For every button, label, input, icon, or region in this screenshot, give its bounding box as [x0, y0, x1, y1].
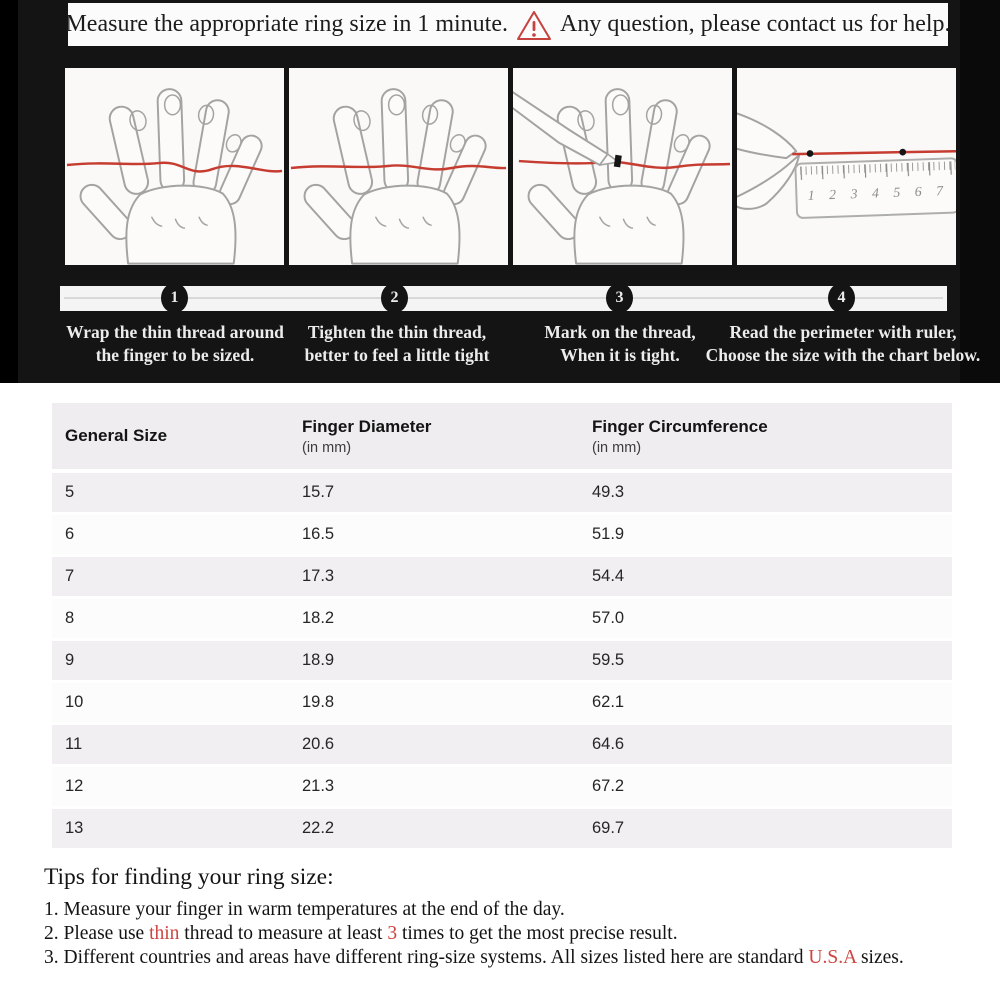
caption-line: Read the perimeter with ruler, — [729, 322, 957, 342]
cell-circumference: 57.0 — [592, 609, 625, 627]
table-row — [52, 809, 952, 848]
column-header-finger-circumference — [592, 417, 952, 456]
cell-diameter: 17.3 — [302, 567, 335, 585]
cell-circumference: 54.4 — [592, 567, 625, 585]
cell-size: 9 — [65, 651, 75, 669]
thread-on-ruler-icon — [737, 68, 956, 265]
ruler-number: 1 — [807, 187, 815, 203]
tip-text: thread to measure at least — [179, 923, 388, 944]
tip-item-3 — [44, 946, 974, 970]
tip-text: 2. Please use — [44, 923, 150, 944]
ruler-number: 6 — [914, 183, 922, 200]
timeline-line — [64, 297, 943, 299]
cell-diameter: 18.9 — [302, 651, 335, 669]
caption-line: Wrap the thin thread around — [66, 322, 284, 342]
ruler-number: 3 — [850, 186, 858, 202]
ruler-number: 4 — [871, 185, 880, 201]
table-row — [52, 641, 952, 680]
table-row — [52, 767, 952, 806]
step-4-badge — [828, 283, 855, 313]
header-text-left: Measure the appropriate ring size in 1 minute. — [65, 11, 508, 37]
pen-marking-thread-icon — [513, 68, 732, 265]
table-row — [52, 725, 952, 764]
cell-diameter: 21.3 — [302, 777, 335, 795]
column-subtitle: (in mm) — [302, 439, 352, 456]
tips-title: Tips for finding your ring size: — [44, 864, 334, 890]
step-2-illustration — [289, 68, 508, 265]
tip-text: times to get the most precise result. — [397, 923, 678, 944]
step-4-number: 4 — [837, 289, 846, 306]
cell-circumference: 51.9 — [592, 525, 625, 543]
step-3-number: 3 — [615, 289, 624, 306]
cell-circumference: 67.2 — [592, 777, 625, 795]
ring-size-table — [52, 403, 952, 851]
step-2-number: 2 — [390, 289, 399, 306]
cell-size: 5 — [65, 483, 75, 501]
hand-with-thread-icon — [65, 68, 284, 265]
step-1-badge — [161, 283, 188, 313]
table-row — [52, 515, 952, 554]
caption-line: When it is tight. — [560, 345, 680, 365]
tip-item-1: 1. Measure your finger in warm temperatures at the end of the day. — [44, 899, 565, 920]
cell-diameter: 16.5 — [302, 525, 335, 543]
header-text-right: Any question, please contact us for help. — [559, 11, 951, 37]
tip-text: sizes. — [856, 947, 904, 968]
cell-diameter: 22.2 — [302, 819, 335, 837]
caption-line: better to feel a little tight — [304, 345, 490, 365]
warning-triangle-icon — [516, 9, 552, 42]
column-header-general-size — [52, 426, 302, 446]
cell-size: 11 — [65, 735, 83, 753]
cell-size: 7 — [65, 567, 75, 585]
step-4-caption — [693, 321, 993, 367]
tip-highlight: thin — [149, 923, 180, 944]
column-title: Finger Diameter — [302, 416, 432, 436]
cell-circumference: 59.5 — [592, 651, 625, 669]
tip-highlight: U.S.A — [808, 947, 857, 968]
step-1-illustration — [65, 68, 284, 265]
table-row — [52, 683, 952, 722]
cell-circumference: 69.7 — [592, 819, 625, 837]
column-header-finger-diameter — [302, 417, 592, 456]
table-header-row — [52, 403, 952, 469]
header-banner — [65, 3, 951, 46]
cell-diameter: 20.6 — [302, 735, 335, 753]
cell-circumference: 49.3 — [592, 483, 625, 501]
step-3-illustration — [513, 68, 732, 265]
illustration-panels — [65, 68, 956, 265]
tip-item-2 — [44, 922, 974, 946]
cell-size: 13 — [65, 819, 84, 837]
step-1-number: 1 — [170, 289, 179, 306]
column-subtitle: (in mm) — [592, 439, 642, 456]
steps-timeline — [60, 286, 947, 311]
ruler-number: 5 — [893, 184, 901, 200]
hand-with-tight-thread-icon — [289, 68, 508, 265]
caption-line: the finger to be sized. — [95, 345, 255, 365]
tip-text: 3. Different countries and areas have different ring-size systems. All sizes listed here are standard — [44, 947, 809, 968]
cell-diameter: 18.2 — [302, 609, 335, 627]
table-row — [52, 599, 952, 638]
cell-size: 10 — [65, 693, 84, 711]
cell-circumference: 62.1 — [592, 693, 625, 711]
cell-diameter: 19.8 — [302, 693, 335, 711]
step-2-badge — [381, 283, 408, 313]
ruler-number: 7 — [935, 183, 944, 199]
step-4-illustration — [737, 68, 956, 265]
column-title: General Size — [65, 426, 168, 445]
caption-line: Choose the size with the chart below. — [705, 345, 981, 365]
tip-highlight: 3 — [387, 923, 398, 944]
instructions-section — [0, 0, 1000, 383]
table-row — [52, 473, 952, 512]
tips-section — [44, 864, 974, 970]
cell-size: 8 — [65, 609, 75, 627]
cell-diameter: 15.7 — [302, 483, 335, 501]
cell-circumference: 64.6 — [592, 735, 625, 753]
ruler-number: 2 — [828, 186, 837, 203]
caption-line: Tighten the thin thread, — [307, 322, 487, 342]
step-3-badge — [606, 283, 633, 313]
caption-line: Mark on the thread, — [544, 322, 696, 342]
column-title: Finger Circumference — [592, 416, 768, 436]
cell-size: 6 — [65, 525, 75, 543]
table-row — [52, 557, 952, 596]
cell-size: 12 — [65, 777, 84, 795]
